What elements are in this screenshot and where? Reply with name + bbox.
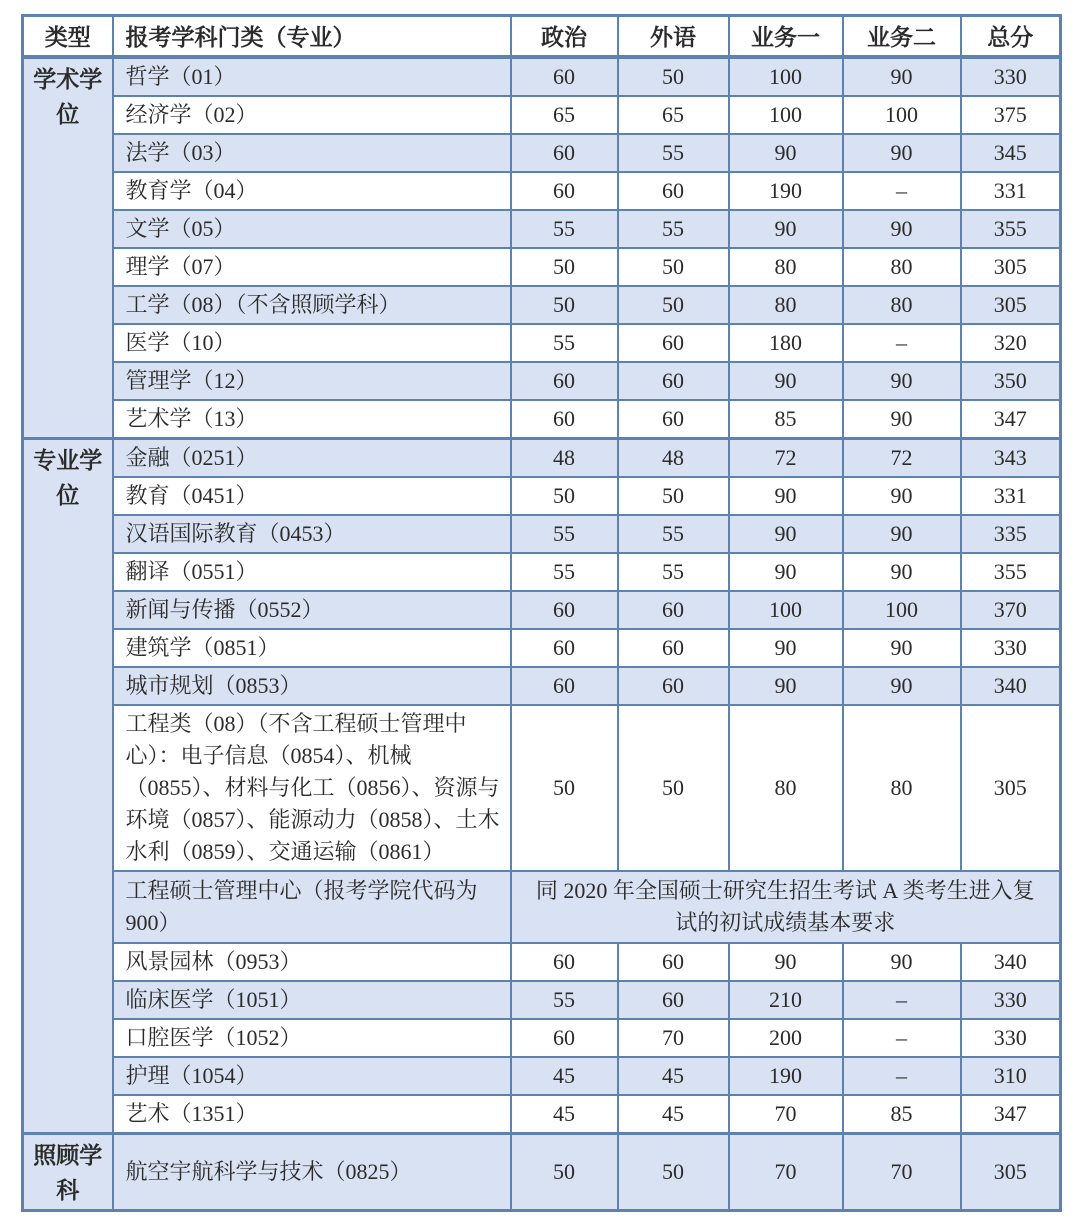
- table-row: [23, 477, 1061, 515]
- table-row: [23, 943, 1061, 981]
- score-cell: 60: [618, 629, 729, 667]
- score-cell: 90: [843, 477, 961, 515]
- table-row: [23, 1095, 1061, 1134]
- score-cell: 45: [511, 1095, 618, 1134]
- score-cell: 70: [618, 1019, 729, 1057]
- score-cell: 60: [511, 943, 618, 981]
- score-cell: 200: [729, 1019, 843, 1057]
- score-cell: 70: [729, 1133, 843, 1210]
- score-cell: –: [843, 981, 961, 1019]
- score-cell: 347: [961, 1095, 1061, 1134]
- score-cell: 345: [961, 134, 1061, 172]
- score-cell: 45: [618, 1057, 729, 1095]
- score-cell: 70: [729, 1095, 843, 1134]
- score-cell: 55: [511, 210, 618, 248]
- score-cell: 90: [729, 134, 843, 172]
- score-cell: 45: [511, 1057, 618, 1095]
- score-cell: 90: [843, 210, 961, 248]
- score-cell: 60: [618, 667, 729, 705]
- table-row: [23, 438, 1061, 477]
- table-row: [23, 591, 1061, 629]
- score-cell: 320: [961, 324, 1061, 362]
- subject-cell: 金融（0251）: [113, 438, 511, 477]
- score-cell: 330: [961, 57, 1061, 96]
- score-table: [21, 14, 1062, 1212]
- score-cell: 355: [961, 210, 1061, 248]
- score-cell: 330: [961, 1019, 1061, 1057]
- score-cell: 50: [618, 1133, 729, 1210]
- subject-cell: 风景园林（0953）: [113, 943, 511, 981]
- score-cell: 50: [618, 57, 729, 96]
- score-cell: 190: [729, 1057, 843, 1095]
- col-header-business2: 业务二: [843, 16, 961, 57]
- score-cell: 355: [961, 553, 1061, 591]
- subject-cell: 建筑学（0851）: [113, 629, 511, 667]
- score-cell: 60: [618, 981, 729, 1019]
- score-cell: 80: [729, 286, 843, 324]
- table-row: [23, 629, 1061, 667]
- score-cell: 90: [843, 134, 961, 172]
- table-row: [23, 1057, 1061, 1095]
- subject-cell: 口腔医学（1052）: [113, 1019, 511, 1057]
- table-row: [23, 324, 1061, 362]
- score-cell: 90: [843, 362, 961, 400]
- subject-cell: 新闻与传播（0552）: [113, 591, 511, 629]
- score-cell: 60: [618, 362, 729, 400]
- subject-cell: 护理（1054）: [113, 1057, 511, 1095]
- table-row: [23, 667, 1061, 705]
- subject-cell: 航空宇航科学与技术（0825）: [113, 1133, 511, 1210]
- score-cell: 90: [843, 629, 961, 667]
- table-row: [23, 57, 1061, 96]
- score-cell: 60: [618, 324, 729, 362]
- score-cell: 80: [729, 705, 843, 871]
- score-cell: 347: [961, 400, 1061, 439]
- table-row: [23, 553, 1061, 591]
- score-cell: 65: [618, 96, 729, 134]
- subject-cell: 法学（03）: [113, 134, 511, 172]
- score-cell: 60: [511, 1019, 618, 1057]
- score-cell: 330: [961, 981, 1061, 1019]
- table-row: [23, 400, 1061, 439]
- col-header-business1: 业务一: [729, 16, 843, 57]
- score-cell: 90: [843, 400, 961, 439]
- score-cell: 343: [961, 438, 1061, 477]
- subject-cell: 哲学（01）: [113, 57, 511, 96]
- table-row: [23, 515, 1061, 553]
- score-cell: 100: [729, 57, 843, 96]
- score-cell: 55: [511, 324, 618, 362]
- score-cell: 100: [729, 96, 843, 134]
- score-cell: 60: [618, 400, 729, 439]
- score-cell: 80: [843, 286, 961, 324]
- col-header-subject: 报考学科门类（专业）: [113, 16, 511, 57]
- score-cell: 90: [729, 362, 843, 400]
- table-row: [23, 871, 1061, 943]
- score-cell: 100: [843, 96, 961, 134]
- score-cell: 90: [843, 57, 961, 96]
- table-row: [23, 134, 1061, 172]
- col-header-foreign-language: 外语: [618, 16, 729, 57]
- score-cell: 50: [618, 705, 729, 871]
- score-cell: 90: [729, 629, 843, 667]
- score-cell: 72: [843, 438, 961, 477]
- score-cell: 100: [843, 591, 961, 629]
- subject-cell: 经济学（02）: [113, 96, 511, 134]
- score-cell: 60: [511, 134, 618, 172]
- score-cell: 60: [511, 591, 618, 629]
- score-cell: –: [843, 1057, 961, 1095]
- subject-cell: 翻译（0551）: [113, 553, 511, 591]
- score-cell: 60: [511, 400, 618, 439]
- table-row: [23, 286, 1061, 324]
- score-cell: 55: [511, 553, 618, 591]
- subject-cell: 医学（10）: [113, 324, 511, 362]
- score-cell: 60: [511, 57, 618, 96]
- score-cell: 90: [843, 515, 961, 553]
- score-cell: 90: [729, 477, 843, 515]
- score-cell: 340: [961, 943, 1061, 981]
- score-cell: 180: [729, 324, 843, 362]
- score-cell: 305: [961, 705, 1061, 871]
- table-row: [23, 96, 1061, 134]
- header-row: [23, 16, 1061, 57]
- score-cell: 50: [511, 705, 618, 871]
- subject-cell: 城市规划（0853）: [113, 667, 511, 705]
- table-row: [23, 362, 1061, 400]
- subject-cell: 汉语国际教育（0453）: [113, 515, 511, 553]
- score-cell: 50: [511, 286, 618, 324]
- score-cell: 60: [618, 591, 729, 629]
- score-cell: 50: [618, 286, 729, 324]
- score-cell: 331: [961, 477, 1061, 515]
- score-cell: –: [843, 324, 961, 362]
- score-cell: –: [843, 172, 961, 210]
- score-cell: 305: [961, 248, 1061, 286]
- score-cell: 55: [618, 515, 729, 553]
- score-cell: 305: [961, 286, 1061, 324]
- col-header-politics: 政治: [511, 16, 618, 57]
- note-cell: 同 2020 年全国硕士研究生招生考试 A 类考生进入复试的初试成绩基本要求: [511, 871, 1061, 943]
- subject-cell: 教育学（04）: [113, 172, 511, 210]
- score-cell: 60: [618, 172, 729, 210]
- subject-cell: 艺术（1351）: [113, 1095, 511, 1134]
- score-cell: 340: [961, 667, 1061, 705]
- score-cell: 50: [618, 248, 729, 286]
- score-cell: 60: [511, 629, 618, 667]
- subject-cell: 艺术学（13）: [113, 400, 511, 439]
- score-cell: 45: [618, 1095, 729, 1134]
- score-cell: 80: [843, 705, 961, 871]
- score-cell: 50: [511, 248, 618, 286]
- score-cell: 85: [843, 1095, 961, 1134]
- score-cell: 350: [961, 362, 1061, 400]
- table-row: [23, 210, 1061, 248]
- score-cell: 55: [618, 553, 729, 591]
- score-cell: 90: [729, 667, 843, 705]
- section-label: 照顾学科: [23, 1133, 113, 1210]
- subject-cell: 理学（07）: [113, 248, 511, 286]
- score-cell: 330: [961, 629, 1061, 667]
- score-cell: 331: [961, 172, 1061, 210]
- table-row: [23, 705, 1061, 871]
- score-cell: 50: [618, 477, 729, 515]
- score-cell: 90: [729, 553, 843, 591]
- score-cell: 65: [511, 96, 618, 134]
- score-cell: 90: [729, 515, 843, 553]
- score-cell: 80: [843, 248, 961, 286]
- score-cell: 60: [511, 667, 618, 705]
- score-cell: 50: [511, 477, 618, 515]
- subject-cell: 临床医学（1051）: [113, 981, 511, 1019]
- score-cell: 60: [511, 172, 618, 210]
- score-cell: 50: [511, 1133, 618, 1210]
- score-cell: 48: [511, 438, 618, 477]
- table-row: [23, 1133, 1061, 1210]
- score-cell: 55: [511, 981, 618, 1019]
- score-cell: 70: [843, 1133, 961, 1210]
- score-cell: 48: [618, 438, 729, 477]
- score-cell: 100: [729, 591, 843, 629]
- table-header: [23, 16, 1061, 57]
- score-cell: 90: [729, 943, 843, 981]
- score-cell: 85: [729, 400, 843, 439]
- score-cell: 305: [961, 1133, 1061, 1210]
- table-row: [23, 172, 1061, 210]
- table-row: [23, 248, 1061, 286]
- subject-cell: 工程类（08）（不含工程硕士管理中心）：电子信息（0854）、机械（0855）、材料与化工（0856）、资源与环境（0857）、能源动力（0858）、土木水利（0859）、交通运输（0861）: [113, 705, 511, 871]
- score-cell: 370: [961, 591, 1061, 629]
- subject-cell: 工程硕士管理中心（报考学院代码为 900）: [113, 871, 511, 943]
- score-cell: –: [843, 1019, 961, 1057]
- subject-cell: 工学（08）（不含照顾学科）: [113, 286, 511, 324]
- col-header-type: 类型: [23, 16, 113, 57]
- section-label: 学术学位: [23, 57, 113, 439]
- subject-cell: 文学（05）: [113, 210, 511, 248]
- score-cell: 55: [511, 515, 618, 553]
- section-label: 专业学位: [23, 438, 113, 1133]
- score-cell: 90: [729, 210, 843, 248]
- subject-cell: 教育（0451）: [113, 477, 511, 515]
- table-row: [23, 1019, 1061, 1057]
- score-cell: 60: [511, 362, 618, 400]
- score-cell: 90: [843, 667, 961, 705]
- score-cell: 310: [961, 1057, 1061, 1095]
- score-cell: 375: [961, 96, 1061, 134]
- score-cell: 72: [729, 438, 843, 477]
- score-cell: 190: [729, 172, 843, 210]
- table-body: [23, 57, 1061, 1211]
- score-cell: 55: [618, 134, 729, 172]
- score-cell: 55: [618, 210, 729, 248]
- score-cell: 335: [961, 515, 1061, 553]
- score-cell: 90: [843, 553, 961, 591]
- table-row: [23, 981, 1061, 1019]
- col-header-total: 总分: [961, 16, 1061, 57]
- score-cell: 60: [618, 943, 729, 981]
- score-cell: 210: [729, 981, 843, 1019]
- score-cell: 80: [729, 248, 843, 286]
- score-cell: 90: [843, 943, 961, 981]
- subject-cell: 管理学（12）: [113, 362, 511, 400]
